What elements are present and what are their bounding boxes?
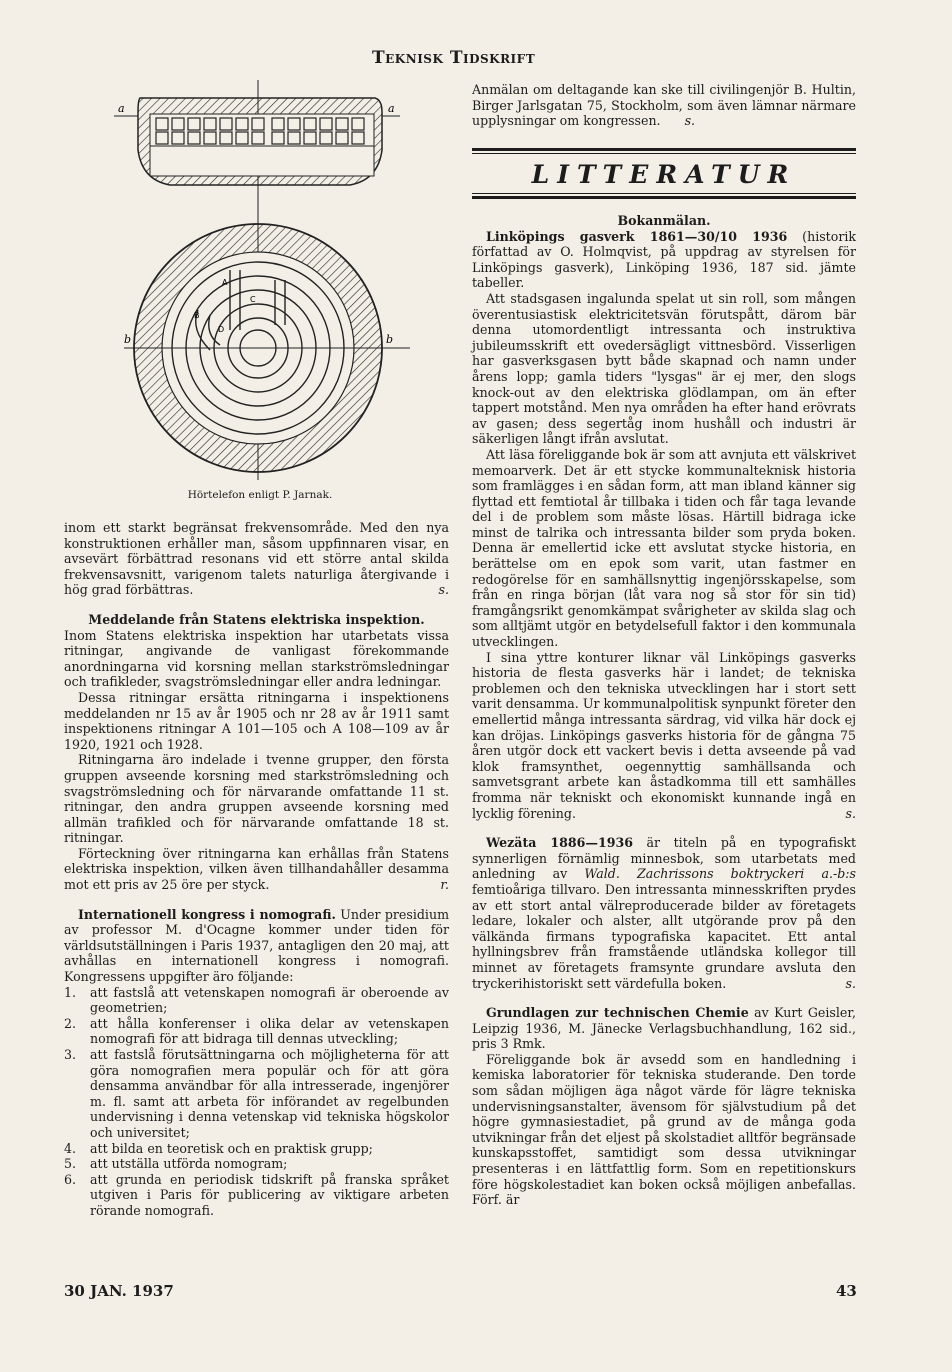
label-a-right: a [388,102,395,115]
wezata-title: Wezäta 1886—1936 [486,835,634,851]
label-b-right: b [386,333,394,346]
list-item: 3. att fastslå förutsättningarna och möjligheterna för att göra nomografien mera populär och för att göra densamma användbar för alla intresserade, ingenjörer m. fl. samt att arbeta för införandet av regelbunden undervisning i denna vetenskap vid tekniska högskolor och universitet; [64,1047,449,1140]
kongress-paragraph: Internationell kongress i nomografi. Under presidium av professor M. d'Ocagne kommer under tiden för världsutställningen i Paris 1937, antagligen den 20 maj, att avhållas en internationell kongress i nomografi. Kongressens uppgifter äro följande: [64,906,450,985]
section-rule-bottom [472,196,856,199]
left-paragraph: inom ett starkt begränsat frekvensområde. Med den nya konstruktionen erhåller man, såsom uppfinnaren visar, en avsevärt förbättrad resonans vid ett större antal skilda frekvensavsnitt, varigenom talets naturliga återgivande i hög grad förbättras. s. [64,520,449,598]
meddelande-title: Meddelande från Statens elektriska inspektion. [88,611,425,627]
meddelande-paragraph-2: Dessa ritningar ersätta ritningarna i inspektionens meddelanden nr 15 av år 1905 och nr 28 av år 1911 samt inspektionens ritningar A 101—105 och A 108—109 av år 1920, 1921 och 1928. [64,689,449,752]
geisler-title: Grundlagen zur technischen Chemie [486,1005,749,1021]
label-B: B [194,311,200,320]
earphone-diagram [110,80,430,490]
list-item: 5. att utställa utförda nomogram; [64,1156,288,1172]
kongress-list [64,985,449,1219]
right-column [472,213,856,1208]
label-b-left: b [124,333,132,346]
section-rule-top [472,148,856,151]
meddelande-paragraph-4: Förteckning över ritningarna kan erhållas från Statens elektriska inspektion, vilken även tillhandahåller desamma mot ett pris av 25 öre per styck. r. [64,845,449,893]
meddelande-paragraph-3: Ritningarna äro indelade i tvenne grupper, den första gruppen avseende korsning med starkströmsledning och svagströmsledning och för närvarande omfattande 11 st. ritningar, den andra gruppen avseende korsning med allmän trafikled och för närvarande omfattande 18 st. ritningar. [64,752,449,846]
page-number: 43 [836,1282,857,1300]
section-rule-top-thin [472,153,856,154]
label-C: C [250,295,256,304]
linkoping-title: Linköpings gasverk 1861—30/10 1936 [486,228,788,244]
list-item: 6. att grunda en periodisk tidskrift på franska språket utgiven i Paris för publicering av viktigare arbeten rörande nomografi. [64,1171,449,1218]
linkoping-paragraph-2: Att läsa föreliggande bok är som att avnjuta ett välskrivet memoarverk. Det är ett stycke kommunalteknisk historia som framlägges i en sådan form, att man ibland känner sig flyttad ett femtiotal år tillbaka i tiden och får taga levande del i de problem som måste lösas. Härtill bidraga icke minst de talrika och intressanta bilder som pryda boken. Denna är emellertid icke ett avslutat stycke historia, en berättelse om en epok som varit, utan fastmer en redogörelse för en samhällsnyttig ingenjörsskapelse, som från en ringa början (låt vara nog så stor för sin tid) framgångsrikt genomkämpat svårigheter av skilda slag och som alltjämt utgör en betydelsefull faktor i den kommunala utvecklingen. [472,446,856,650]
earphone-figure [110,80,430,490]
kongress-continuation: Anmälan om deltagande kan ske till civilingenjör B. Hultin, Birger Jarlsgatan 75, Stockholm, som även lämnar närmare upplysningar om kongressen. s. [472,82,856,129]
bokanmalan-heading: Bokanmälan. [617,213,711,228]
linkoping-paragraph-3: I sina yttre konturer liknar väl Linköpings gasverks historia de flesta gasverks här i landet; de tekniska problemen och den tekniska utvecklingen har i stort sett varit densamma. Ur kommunalpolitisk synpunkt företer den emellertid många intressanta särdrag, vid vilka här dock ej kan dröjas. Linköpings gasverks historia för de gångna 75 åren utgör dock ett vackert bevis i detta avseende på vad klok framsynthet, oegennyttig samhällsanda och samvetsgrant arbete kan åstadkomma till ett samhälles fromma när tekniskt och ekonomiskt kunnande ingå en lycklig förening. s. [472,649,856,821]
section-rule-bottom-thin [472,193,856,194]
geisler-paragraph: Föreliggande bok är avsedd som en handledning i kemiska laboratorier för tekniska studerande. Den torde som sådan möjligen äga något värde för lägre tekniska undervisningsanstalter, ävensom för självstudium på det högre gymnasiestadiet, på grund av de många goda utvikningar från det eljest på skolstadiet alltför begränsade kunskapsstoffet, samtidigt som dessa utvikningar presenteras i en lättfattlig form. Som en repetitionskurs före högskolestadiet kan boken också möjligen anbefallas. Förf. är [472,1051,856,1208]
list-item: 2. att hålla konferenser i olika delar av vetenskapen nomografi för att bidraga till dennas utveckling; [64,1015,449,1047]
label-A: A [222,278,228,287]
kongress-title: Internationell kongress i nomografi. [78,906,336,922]
footer-date: 30 JAN. 1937 [64,1282,174,1300]
list-item: 1. att fastslå att vetenskapen nomografi är oberoende av geometrien; [64,984,449,1016]
geisler-intro: Grundlagen zur technischen Chemie av Kurt Geisler, Leipzig 1936, M. Jänecke Verlagsbuchhandlung, 162 sid., pris 3 Rmk. [472,1005,856,1052]
list-item: 4. att bilda en teoretisk och en praktisk grupp; [64,1140,373,1156]
figure-caption: Hörtelefon enligt P. Jarnak. [187,489,333,501]
linkoping-paragraph-1: Att stadsgasen ingalunda spelat ut sin roll, som mången överentusiastisk elektricitetsvän förutspått, därom bär denna utomordentligt intressanta och instruktiva jubileumsskrift ett ovedersägligt vittnesbörd. Visserligen har gasverksgasen bytt både skapnad och namn under årens lopp; gamla tiders "lysgas" är ej mer, den slogs knock-out av den elektriska glödlampan, om än efter tappert motstånd. Men nya områden ha efter hand erövrats av gasen; dess segertåg inom hushåll och industri är säkerligen långt ifrån avslutat. [472,290,856,447]
left-column [64,520,449,1219]
meddelande-paragraph: Meddelande från Statens elektriska inspektion. Inom Statens elektriska inspektion har utarbetats vissa ritningar, angivande de vanligast förekommande anordningarna vid korsning mellan starkströmsledningar och trafikleder, svagströmsledningar eller andra ledningar. [64,611,449,690]
label-D: D [218,325,225,334]
wezata-paragraph: Wezäta 1886—1936 är titeln på en typografiskt synnerligen förnämlig minnesbok, som utarbetats med anledning av Wald. Zachrissons boktryckeri a.-b:s femtioåriga tillvaro. Den intressanta minnesskriften prydes av ett stort antal välreproducerade bilder av företagets ledare, lokaler och alster, allt utgörande prov på den välkända firmans typografiska kapacitet. Ett antal hyllningsbrev från framstående utländska kollegor till minnet av företagets framsynte grundare avsluta den tryckerihistoriskt sett värdefulla boken. s. [472,835,857,991]
section-title: LITTERATUR [531,160,797,189]
linkoping-intro: Linköpings gasverk 1861—30/10 1936 (historik författad av O. Holmqvist, på uppdrag av styrelsen för Linköpings gasverk), Linköping 1936, 187 sid. jämte tabeller. [472,228,857,291]
journal-header: Teknisk Tidskrift [372,48,536,68]
label-a-left: a [118,102,125,115]
